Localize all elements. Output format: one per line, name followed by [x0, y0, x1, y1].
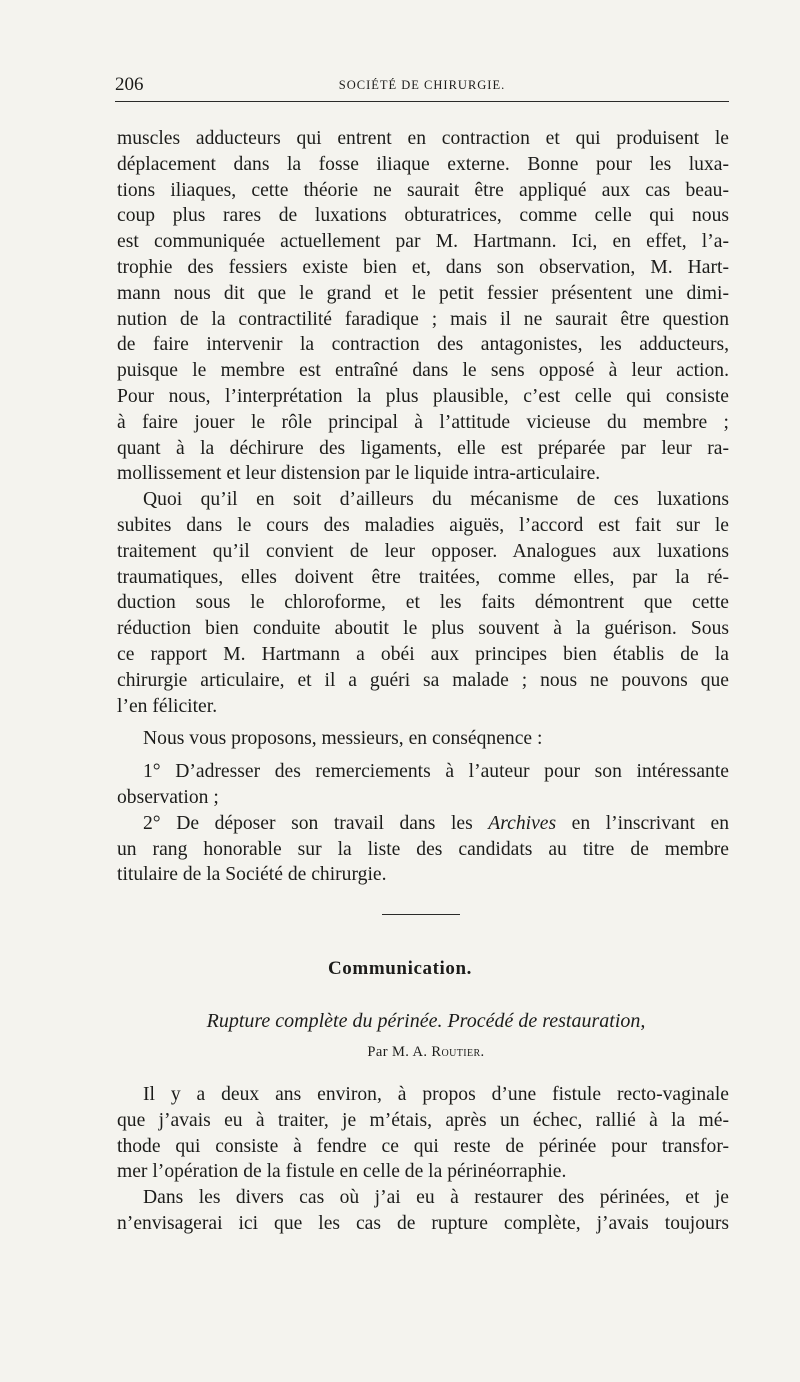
text-line: n’envisagerai ici que les cas de rupture complète, j’avais toujours	[117, 1212, 729, 1234]
text-line: à faire jouer le rôle principal à l’attitude vicieuse du membre ;	[117, 411, 729, 433]
text-line: tions iliaques, cette théorie ne saurait être appliqué aux cas beau-	[117, 179, 729, 201]
text-line: titulaire de la Société de chirurgie.	[117, 864, 387, 886]
text-line: puisque le membre est entraîné dans le sens opposé à leur action.	[117, 360, 729, 382]
paragraph-gap	[117, 752, 729, 759]
byline	[0, 1044, 800, 1061]
text-line: ce rapport M. Hartmann a obéi aux principes bien établis de la	[117, 643, 729, 665]
page-number: 206	[115, 74, 144, 95]
text-segment: en l’inscrivant en	[556, 812, 729, 834]
author-name: Routier.	[431, 1044, 485, 1060]
text-line: trophie des fessiers existe bien et, dans son observation, M. Hart-	[117, 256, 729, 278]
section-divider	[382, 914, 460, 915]
text-line: chirurgie articulaire, et il a guéri sa malade ; nous ne pouvons que	[117, 669, 729, 691]
text-line: mann nous dit que le grand et le petit fessier présentent une dimi-	[117, 282, 729, 304]
byline-prefix: Par M. A.	[367, 1044, 432, 1060]
text-segment: 2° De déposer son travail dans les	[143, 812, 489, 834]
article-title: Rupture complète du périnée. Procédé de restauration,	[206, 1010, 646, 1032]
text-line: thode qui consiste à fendre ce qui reste de périnée pour transfor-	[117, 1135, 729, 1157]
text-line: coup plus rares de luxations obturatrices, comme celle qui nous	[117, 205, 729, 227]
paragraph-conclusion-1	[117, 759, 729, 811]
text-line: Nous vous proposons, messieurs, en conséqnence :	[143, 728, 543, 750]
text-line: subites dans le cours des maladies aiguës, l’accord est fait sur le	[117, 514, 729, 536]
text-line: est communiquée actuellement par M. Hartmann. Ici, en effet, l’a-	[117, 231, 729, 253]
text-line: un rang honorable sur la liste des candidats au titre de membre	[117, 838, 729, 860]
text-line: quant à la déchirure des ligaments, elle est préparée par leur ra-	[117, 437, 729, 459]
text-line: observation ;	[117, 786, 219, 808]
text-line: déplacement dans la fosse iliaque externe. Bonne pour les luxa-	[117, 153, 729, 175]
text-line: nution de la contractilité faradique ; mais il ne saurait être question	[117, 308, 729, 330]
text-line: que j’avais eu à traiter, je m’étais, après un échec, rallié à la mé-	[117, 1109, 729, 1131]
text-line: l’en féliciter.	[117, 695, 218, 717]
paragraph-conclusion-2	[117, 811, 729, 888]
paragraph-fistule	[117, 1082, 729, 1185]
text-line: traumatiques, elles doivent être traitées, comme elles, par la ré-	[117, 566, 729, 588]
text-line: mollissement et leur distension par le liquide intra-articulaire.	[117, 463, 601, 485]
paragraph-adducteurs	[117, 126, 729, 487]
text-line: réduction bien conduite aboutit le plus souvent à la guérison. Sous	[117, 618, 729, 640]
paragraph-proposition	[117, 726, 729, 752]
text-line: Dans les divers cas où j’ai eu à restaurer des périnées, et je	[143, 1187, 729, 1209]
paragraph-gap	[117, 719, 729, 726]
main-text-block	[117, 126, 729, 888]
page-header	[115, 74, 729, 98]
text-line: mer l’opération de la fistule en celle de la périnéorraphie.	[117, 1161, 567, 1183]
text-line: duction sous le chloroforme, et les faits démontrent que cette	[117, 592, 729, 614]
section-title: Communication.	[327, 958, 473, 979]
text-line: de faire intervenir la contraction des antagonistes, les adducteurs,	[117, 334, 729, 356]
text-line: Pour nous, l’interprétation la plus plausible, c’est celle qui consiste	[117, 385, 729, 407]
text-line: muscles adducteurs qui entrent en contraction et qui produisent le	[117, 128, 729, 149]
text-line	[117, 811, 729, 837]
text-line: traitement qu’il convient de leur opposer. Analogues aux luxations	[117, 540, 729, 562]
paragraph-perinees	[117, 1185, 729, 1237]
header-rule	[115, 101, 729, 102]
journal-title: Archives	[488, 812, 557, 834]
text-line: Quoi qu’il en soit d’ailleurs du mécanisme de ces luxations	[143, 489, 729, 511]
article-text-block	[117, 1082, 729, 1237]
text-line: 1° D’adresser des remerciements à l’auteur pour son intéressante	[143, 761, 729, 783]
text-line: Il y a deux ans environ, à propos d’une fistule recto-vaginale	[143, 1084, 729, 1105]
paragraph-traitement	[117, 487, 729, 719]
running-head: SOCIÉTÉ DE CHIRURGIE.	[338, 78, 506, 92]
